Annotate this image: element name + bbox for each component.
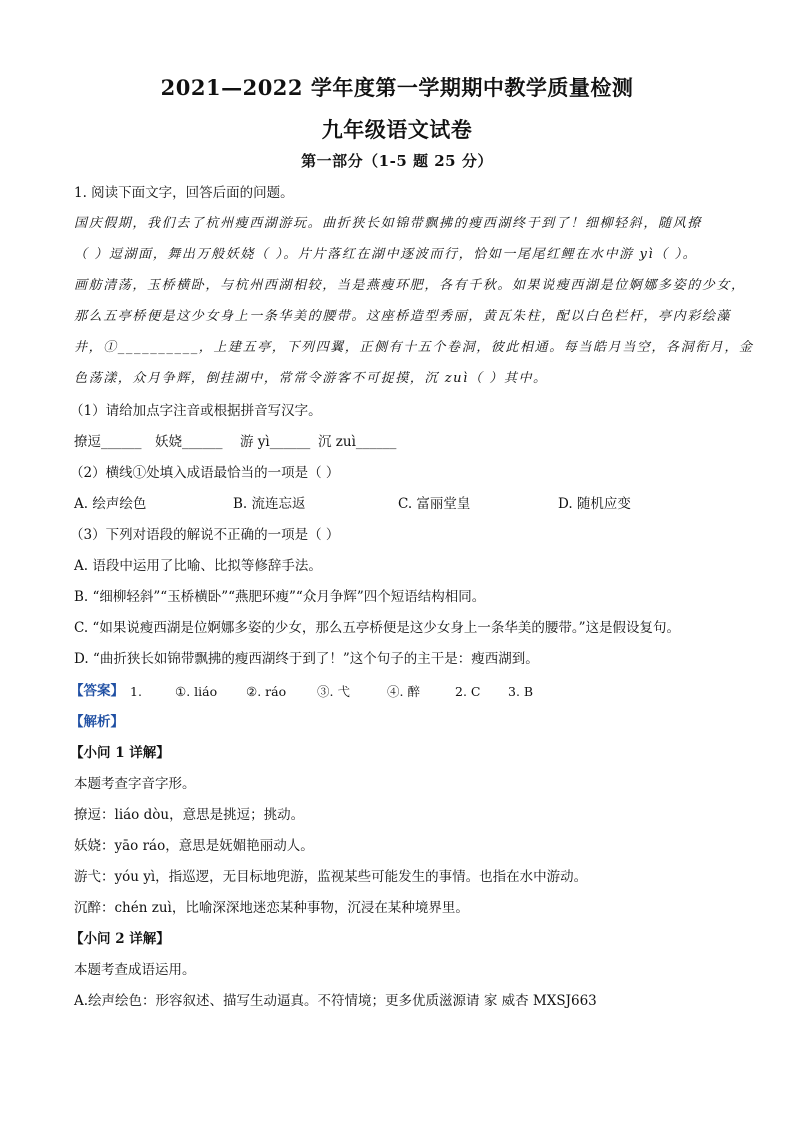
exam-subtitle: 九年级语文试卷 <box>321 117 473 142</box>
passage-line: 色荡漾，众月争辉，倒挂湖中，常常令游客不可捉摸，沉 zuì（ ）其中。 <box>74 371 548 386</box>
sub-question-1: （1）请给加点字注音或根据拼音写汉字。 <box>70 403 322 419</box>
sub-question-2: （2）横线①处填入成语最恰当的一项是（ ） <box>70 465 340 481</box>
passage-line: 国庆假期，我们去了杭州瘦西湖游玩。曲折狭长如锦带飘拂的瘦西湖终于到了！细柳轻斜，随风撩 <box>74 216 702 231</box>
answer-number: 1. <box>130 684 142 699</box>
analysis-line: 本题考查字音字形。 <box>74 776 196 792</box>
option: C. 富丽堂皇 <box>398 496 471 512</box>
fill-item: 游 yì______ <box>240 434 311 450</box>
option: A. 绘声绘色 <box>74 496 147 512</box>
fill-item: 妖娆______ <box>155 434 223 450</box>
answer-item: ②. ráo <box>246 684 287 699</box>
option: D. 随机应变 <box>558 496 631 512</box>
answer-item: 3. B <box>508 684 534 699</box>
fill-item: 沉 zuì______ <box>318 434 397 450</box>
answer-label: 【答案】 <box>70 683 124 699</box>
answer-item: 2. C <box>455 684 481 699</box>
section-heading: 第一部分（1-5 题 25 分） <box>301 152 493 170</box>
analysis-subheading: 【小问 2 详解】 <box>70 931 170 947</box>
passage-line: （ ）逗湖面，舞出万般妖娆（ ）。片片落红在湖中逐波而行，恰如一尾尾红鲤在水中游 yì（ ）。 <box>74 247 698 262</box>
exam-title: 2021—2022 学年度第一学期期中教学质量检测 <box>160 75 634 100</box>
analysis-line: 妖娆：yāo ráo，意思是妩媚艳丽动人。 <box>74 838 314 854</box>
analysis-line: A.绘声绘色：形容叙述、描写生动逼真。不符情境；更多优质滋源请 家 威杏 MXSJ663 <box>74 993 597 1009</box>
fill-item: 撩逗______ <box>74 434 142 450</box>
option: C. “如果说瘦西湖是位婀娜多姿的少女，那么五亭桥便是这少女身上一条华美的腰带。”这是假设复句。 <box>74 620 680 636</box>
analysis-label: 【解析】 <box>70 714 124 730</box>
passage-line: 那么五亭桥便是这少女身上一条华美的腰带。这座桥造型秀丽，黄瓦朱柱，配以白色栏杆，亭内彩绘藻 <box>74 309 732 324</box>
passage-line: 井，①__________，上建五亭，下列四翼，正侧有十五个卷洞，彼此相通。每当皓月当空，各洞衔月，金 <box>74 340 754 355</box>
analysis-subheading: 【小问 1 详解】 <box>70 745 170 761</box>
passage-line: 画舫清荡，玉桥横卧，与杭州西湖相较，当是燕瘦环肥，各有千秋。如果说瘦西湖是位婀娜多姿的少女， <box>74 278 746 293</box>
analysis-line: 沉醉：chén zuì，比喻深深地迷恋某种事物，沉浸在某种境界里。 <box>74 900 469 916</box>
sub-question-3: （3）下列对语段的解说不正确的一项是（ ） <box>70 527 340 543</box>
analysis-line: 撩逗：liáo dòu，意思是挑逗；挑动。 <box>74 807 305 823</box>
answer-item: ①. liáo <box>175 684 218 699</box>
option: A. 语段中运用了比喻、比拟等修辞手法。 <box>74 558 322 574</box>
option: B. 流连忘返 <box>233 496 306 512</box>
analysis-line: 本题考查成语运用。 <box>74 962 196 978</box>
option: D. “曲折狭长如锦带飘拂的瘦西湖终于到了！”这个句子的主干是：瘦西湖到。 <box>74 651 539 667</box>
analysis-line: 游弋：yóu yì，指巡逻，无目标地兜游，监视某些可能发生的事情。也指在水中游动。 <box>74 869 588 885</box>
answer-item: ③. 弋 <box>317 684 350 699</box>
question-stem: 1. 阅读下面文字，回答后面的问题。 <box>74 185 294 201</box>
answer-item: ④. 醉 <box>387 684 420 699</box>
option: B. “细柳轻斜”“玉桥横卧”“燕肥环瘦”“众月争辉”四个短语结构相同。 <box>74 589 486 605</box>
